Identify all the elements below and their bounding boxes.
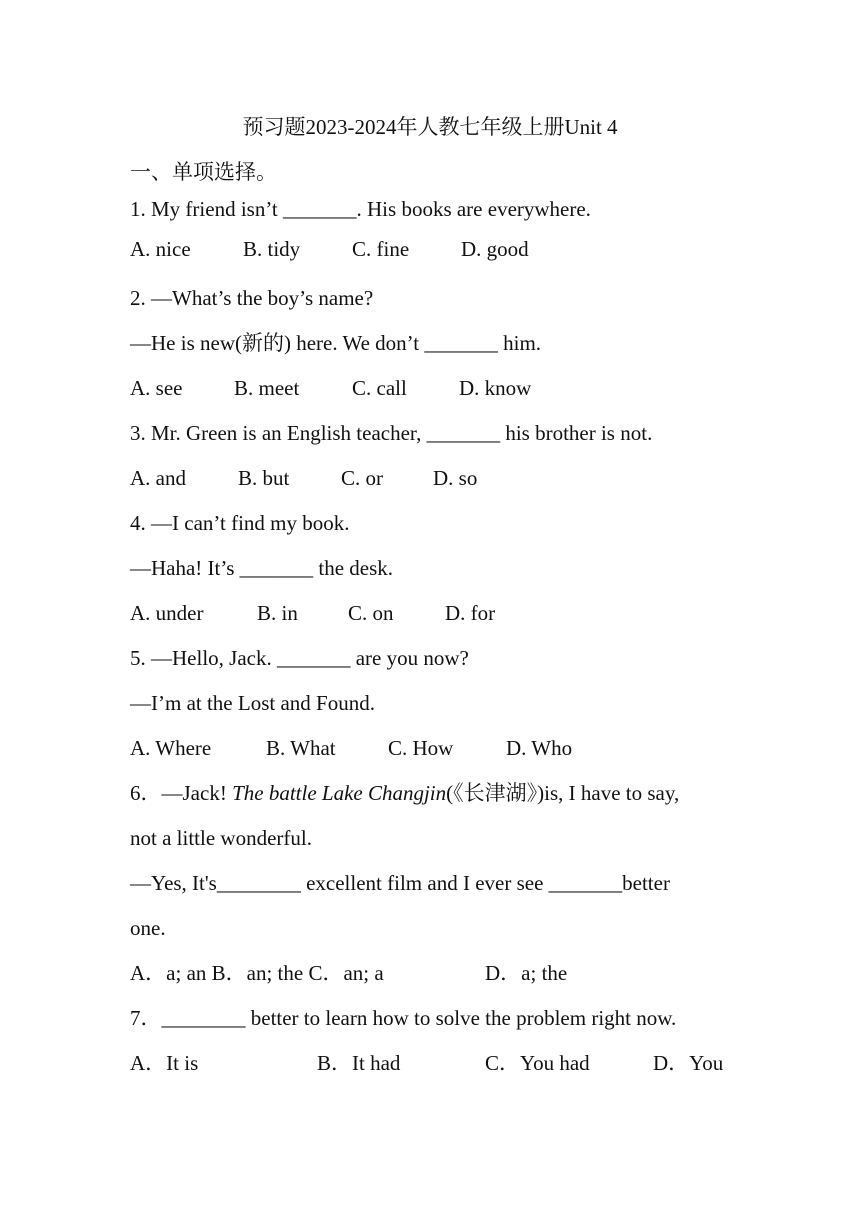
option-c: C. How: [388, 736, 454, 760]
option-d: D. Who: [506, 736, 573, 760]
option-c: C．You had: [485, 1051, 590, 1075]
option-c: C. or: [341, 466, 383, 490]
question-2-answer-line: —He is new(新的) here. We don’t _______ him.: [130, 331, 542, 355]
question-6-answer-line-continued: one.: [130, 916, 166, 940]
option-a: A. see: [130, 376, 183, 400]
option-a: A. and: [130, 466, 186, 490]
option-b: B. but: [238, 466, 290, 490]
question-6-stem-continued: not a little wonderful.: [130, 826, 312, 850]
question-6-stem: [130, 778, 679, 808]
question-6-answer-line: —Yes, It's________ excellent film and I ever see _______better: [130, 871, 670, 895]
option-b: B. in: [257, 601, 298, 625]
page-title: 预习题2023-2024年人教七年级上册Unit 4: [242, 115, 618, 139]
option-c: C. call: [352, 376, 407, 400]
option-d: D. for: [445, 601, 496, 625]
option-b: B. What: [266, 736, 336, 760]
option-d: D. so: [433, 466, 478, 490]
option-a: A．It is: [130, 1051, 199, 1075]
option-d: D．a; the: [485, 961, 568, 985]
option-c: C. fine: [352, 237, 410, 261]
option-b: B．It had: [317, 1051, 401, 1075]
question-5-stem: 5. —Hello, Jack. _______ are you now?: [130, 646, 469, 670]
film-title: The battle Lake Changjin: [232, 781, 447, 805]
option-b: B. meet: [234, 376, 300, 400]
question-1-stem: 1. My friend isn’t _______. His books are everywhere.: [130, 197, 591, 221]
question-4-answer-line: —Haha! It’s _______ the desk.: [130, 556, 394, 580]
question-5-answer-line: —I’m at the Lost and Found.: [130, 691, 375, 715]
option-c: C. on: [348, 601, 394, 625]
option-d: D．You: [653, 1051, 724, 1075]
option-b: B. tidy: [243, 237, 301, 261]
question-7-stem: 7．________ better to learn how to solve the problem right now.: [130, 1006, 677, 1030]
option-a: A. Where: [130, 736, 212, 760]
question-6-prefix: 6．—Jack!: [130, 781, 233, 805]
question-3-stem: 3. Mr. Green is an English teacher, _______ his brother is not.: [130, 421, 653, 445]
options-a-b-c: A．a; an B．an; the C．an; a: [130, 961, 384, 985]
option-a: A. under: [130, 601, 204, 625]
option-d: D. know: [459, 376, 532, 400]
option-a: A. nice: [130, 237, 191, 261]
question-6-suffix: (《长津湖》)is, I have to say,: [446, 781, 680, 805]
option-d: D. good: [461, 237, 529, 261]
question-4-stem: 4. —I can’t find my book.: [130, 511, 350, 535]
section-heading: 一、单项选择。: [130, 160, 277, 184]
question-2-stem: 2. —What’s the boy’s name?: [130, 286, 374, 310]
